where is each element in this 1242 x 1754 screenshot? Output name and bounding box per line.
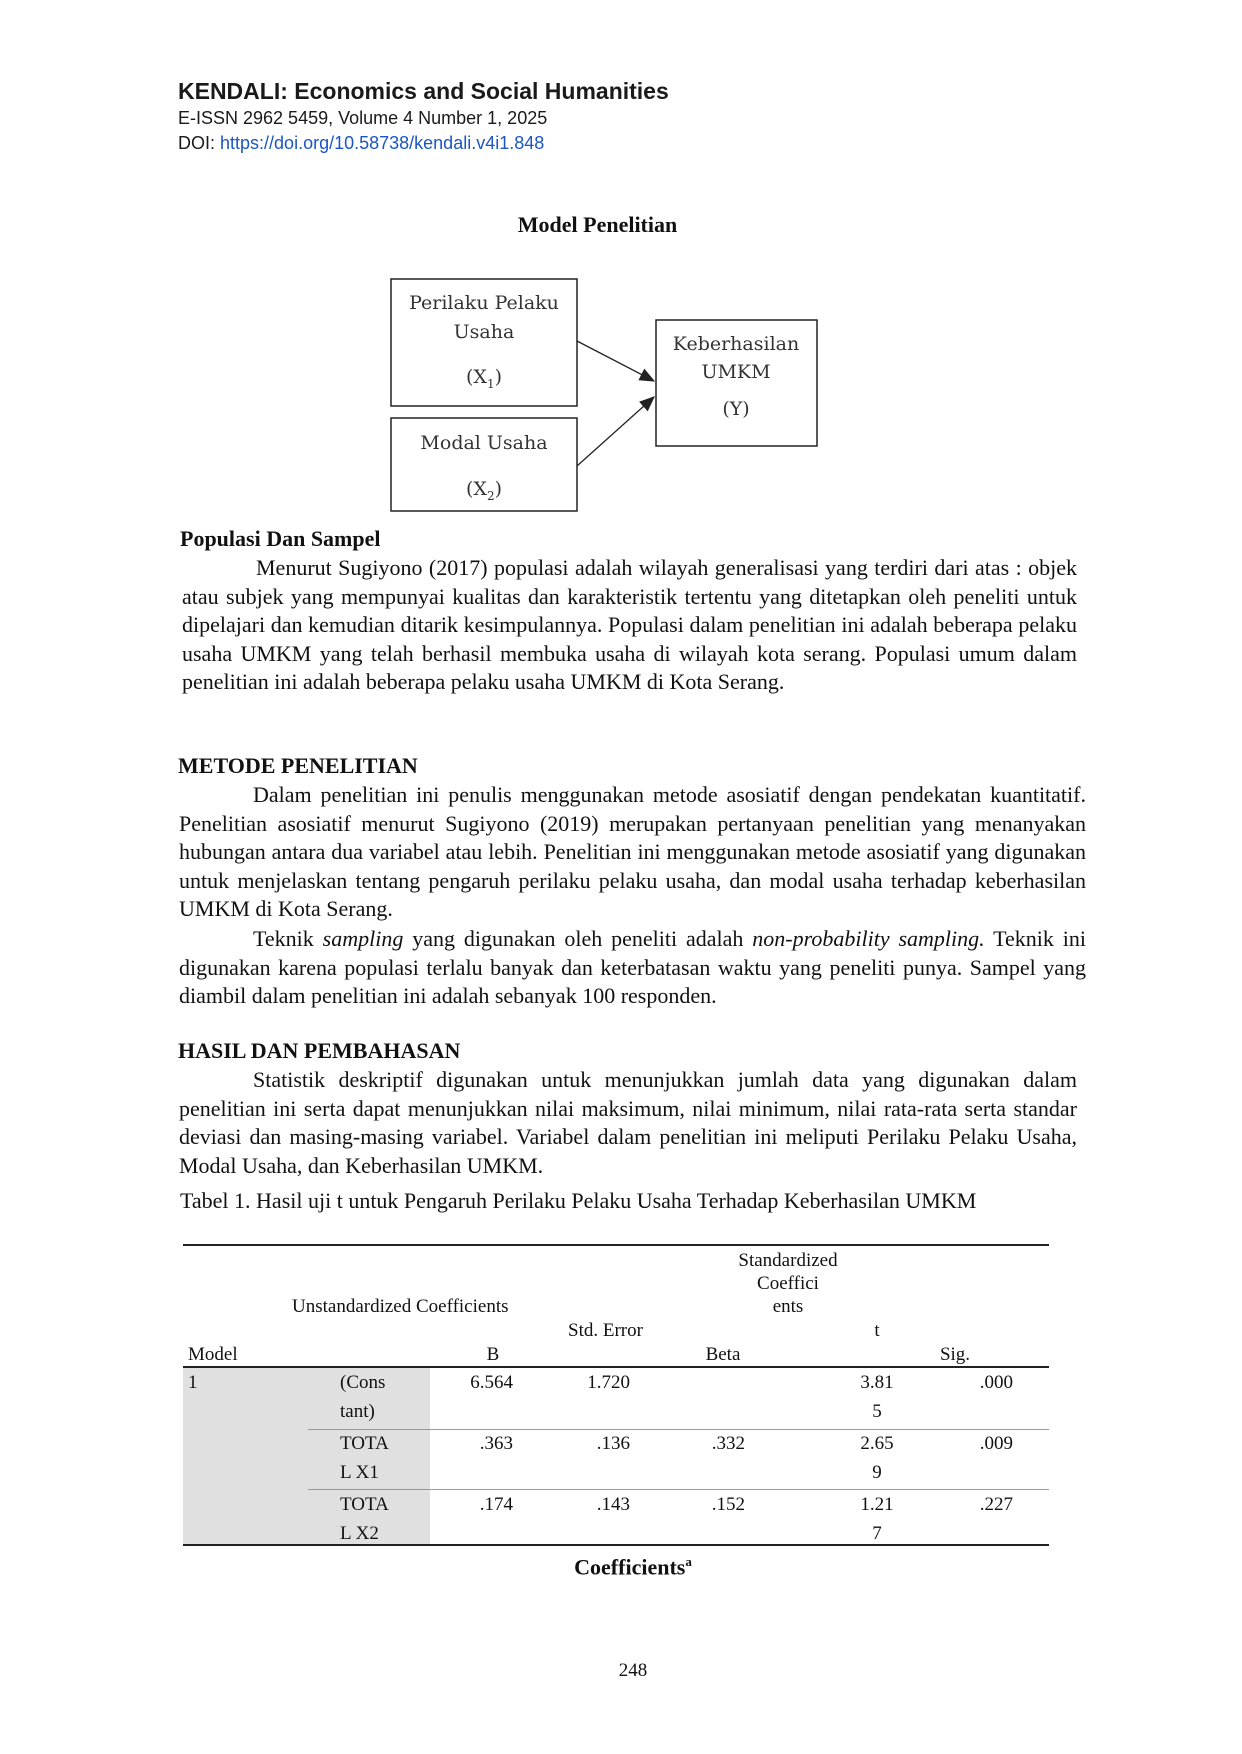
header-beta: Beta [705,1344,741,1365]
arrow-x1-to-y [577,341,654,381]
header-standardized-3: ents [772,1296,804,1317]
p2-text-a: Teknik [253,926,323,951]
box-x1-label-line2: Usaha [453,321,515,343]
row2-b: .363 [479,1433,513,1454]
table-title-text: Coefficients [574,1554,686,1580]
doi-label: DOI: [178,133,221,153]
model-number: 1 [188,1372,198,1393]
row1-t-line1: 3.81 [860,1372,894,1393]
hasil-heading: HASIL DAN PEMBAHASAN [178,1038,461,1063]
row1-b: 6.564 [470,1372,513,1393]
journal-doi [178,133,544,154]
x2-var: (X [465,478,487,500]
row2-predictor-line1: TOTA [340,1433,389,1454]
row1-sig: .000 [979,1372,1013,1393]
row2-sig: .009 [979,1433,1013,1454]
p2-text-c: yang digunakan oleh peneliti adalah [403,926,753,951]
research-model-diagram [390,278,820,518]
x1-var: (X [465,366,487,388]
row2-se: .136 [596,1433,630,1454]
box-x1-variable [466,366,502,391]
row3-t-line1: 1.21 [860,1494,894,1515]
row3-beta: .152 [711,1494,745,1515]
header-model: Model [188,1344,238,1365]
metode-paragraph-1: Dalam penelitian ini penulis menggunakan metode asosiatif dengan pendekatan kuantitatif. Penelitian asosiatif menurut Sugiyono (2019) merupakan pertanyaan penelitian yang menanyakan hubungan antara dua variabel atau lebih. Penelitian ini menggunakan metode asosiatif yang digunakan untuk menjelaskan tentang pengaruh perilaku pelaku usaha, dan modal usaha terhadap keberhasilan UMKM di Kota Serang. [179,782,1086,922]
p2-text-e: Teknik ini digunakan karena populasi terlalu banyak dan keterbatasan waktu yang peneliti punya. Sampel yang diambil dalam penelitian ini adalah sebanyak 100 responden. [179,926,1087,1009]
box-x2-label-line1: Modal Usaha [420,432,548,454]
x2-close: ) [494,478,503,500]
row3-se: .143 [596,1494,630,1515]
header-sig: Sig. [939,1344,971,1365]
box-y-variable: (Y) [722,398,750,420]
journal-title: KENDALI: Economics and Social Humanities [178,78,669,104]
row1-predictor-line1: (Cons [340,1372,386,1393]
row1-predictor-line2: tant) [340,1401,375,1422]
model-column-shade [183,1368,308,1544]
row2-t-line2: 9 [872,1462,882,1483]
box-x1-label-line1: Perilaku Pelaku [409,292,559,314]
populasi-paragraph: Menurut Sugiyono (2017) populasi adalah wilayah generalisasi yang terdiri dari atas : objek atau subjek yang mempunyai kualitas dan karakteristik tertentu yang ditetapkan oleh peneliti untuk dipelajari dan kemudian ditarik kesimpulannya. Populasi dalam penelitian ini adalah beberapa pelaku usaha UMKM yang telah berhasil membuka usaha di wilayah kota serang. Populasi umum dalam penelitian ini adalah beberapa pelaku usaha UMKM di Kota Serang. [182,555,1077,695]
row3-sig: .227 [979,1494,1013,1515]
row1-t-line2: 5 [872,1401,882,1422]
x1-subscript: 1 [486,377,495,391]
row1-se: 1.720 [587,1372,630,1393]
row3-b: .174 [479,1494,513,1515]
row2-t-line1: 2.65 [860,1433,894,1454]
coefficients-table [183,1244,1049,1546]
figure-title: Model Penelitian [517,212,678,237]
box-y-label-line2: UMKM [701,361,771,383]
row3-predictor-line2: L X2 [340,1523,379,1544]
populasi-heading: Populasi Dan Sampel [180,526,381,551]
arrow-x2-to-y [577,397,654,466]
table-top-rule [183,1244,1049,1246]
x1-close: ) [494,366,503,388]
box-x2-variable [466,478,502,503]
p2-sampling-italic: sampling [322,926,404,951]
table-title-superscript: a [685,1554,692,1569]
header-unstandardized: Unstandardized Coefficients [292,1296,509,1317]
row3-t-line2: 7 [872,1523,882,1544]
hasil-paragraph: Statistik deskriptif digunakan untuk menunjukkan jumlah data yang digunakan dalam penelitian ini serta dapat menunjukkan nilai maksimum, nilai minimum, nilai rata-rata serta standar deviasi dan masing-masing variabel. Variabel dalam penelitian ini meliputi Perilaku Pelaku Usaha, Modal Usaha, dan Keberhasilan UMKM. [179,1067,1077,1178]
x2-subscript: 2 [486,489,495,503]
table-bottom-rule [183,1544,1049,1546]
page-number: 248 [618,1660,648,1681]
table-header-rule [183,1366,1049,1368]
header-standardized-2: Coeffici [757,1273,819,1294]
doi-link[interactable]: https://doi.org/10.58738/kendali.v4i1.848 [220,133,545,153]
table-title [0,1554,1242,1580]
row3-predictor-line1: TOTA [340,1494,389,1515]
header-b: B [486,1344,500,1365]
header-standardized-1: Standardized [738,1250,838,1271]
header-t: t [874,1320,880,1341]
row2-beta: .332 [711,1433,745,1454]
row-divider-2 [308,1489,1049,1490]
p2-nonprob-italic: non-probability sampling. [752,926,985,951]
box-y-label-line1: Keberhasilan [672,333,800,355]
metode-paragraph-2 [179,925,1086,1011]
metode-heading: METODE PENELITIAN [178,753,418,778]
row-divider-1 [308,1429,1049,1430]
journal-issn: E-ISSN 2962 5459, Volume 4 Number 1, 2025 [178,108,548,128]
table-caption: Tabel 1. Hasil uji t untuk Pengaruh Perilaku Pelaku Usaha Terhadap Keberhasilan UMKM [180,1188,977,1213]
predictor-column-shade [308,1368,430,1544]
row2-predictor-line2: L X1 [340,1462,379,1483]
header-std-error: Std. Error [568,1320,643,1341]
